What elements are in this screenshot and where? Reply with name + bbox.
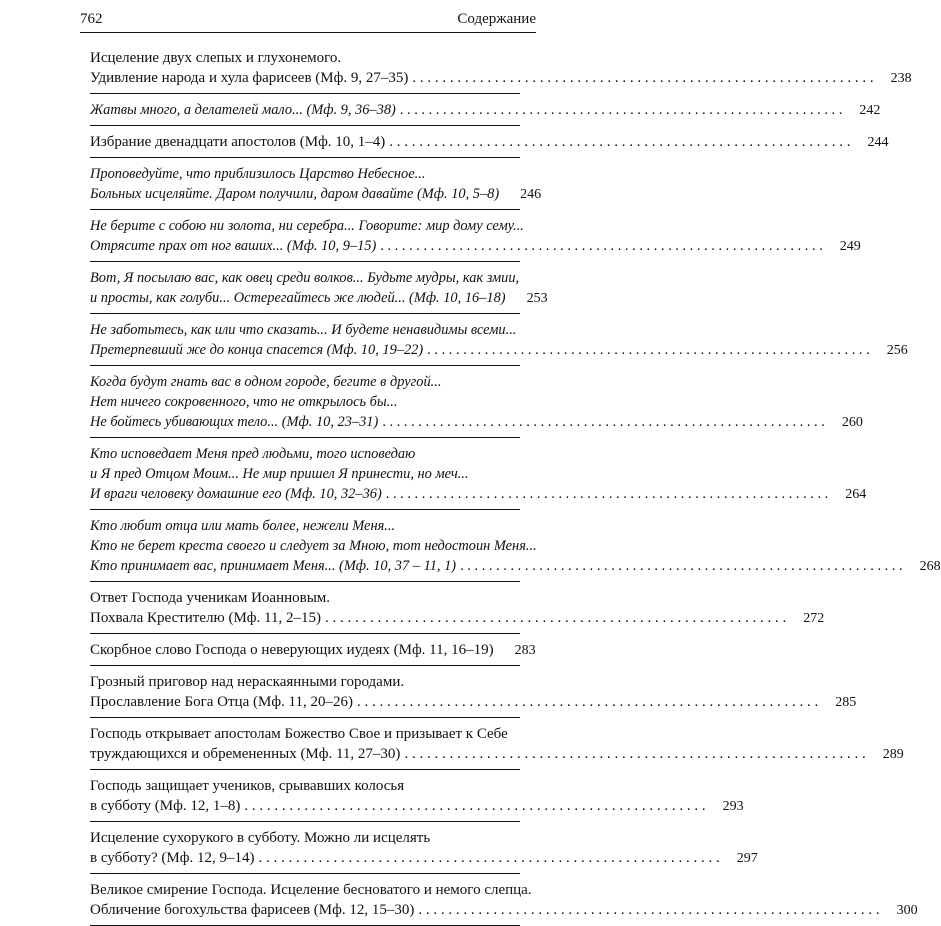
toc-entry [90,874,918,926]
toc-page-number: 268 [919,559,941,574]
toc-entry-line: Исцеление сухорукого в субботу. Можно ли исцелять [90,830,431,846]
toc-page-number: 256 [886,343,908,358]
dot-leader [380,236,823,256]
toc-entry-line [90,288,548,309]
toc-entry-line: Кто исповедает Меня пред людьми, того исповедаю [90,446,416,462]
toc-entry [90,94,881,126]
dot-leader [258,848,719,868]
toc-entry-line: Великое смирение Господа. Исцеление бесноватого и немого слепца. [90,882,532,898]
toc-page-number: 297 [736,851,758,866]
toc-entry-text: Похвала Крестителю (Мф. 11, 2–15) [90,610,321,626]
dot-leader [325,608,786,628]
toc-page-number: 246 [520,187,542,202]
toc-entry-text: Избрание двенадцати апостолов (Мф. 10, 1–4) [90,134,386,150]
toc-entry-line: Не заботьтесь, как или что сказать... И будете ненавидимы всеми... [90,322,517,338]
toc-entry [90,158,542,210]
toc-entry [90,438,867,510]
toc-entry-text: в субботу (Мф. 12, 1–8) [90,798,241,814]
toc-page-number: 264 [845,487,867,502]
toc-entry-line: Кто не берет креста своего и следует за Мною, тот недостоин Меня... [90,538,537,554]
toc-entry-text: Кто принимает вас, принимает Меня... (Мф. 10, 37 – 11, 1) [90,558,457,574]
toc-entry-line: Нет ничего сокровенного, что не открылось бы... [90,394,398,410]
toc-entry-line: Когда будут гнать вас в одном городе, бегите в другой... [90,374,442,390]
toc-entry-line [90,640,536,661]
toc-entry-line: Ответ Господа ученикам Иоанновым. [90,590,331,606]
toc-page-number: 260 [841,415,863,430]
toc-entry [90,822,758,874]
toc-page-number: 285 [835,695,857,710]
toc-entry-line [90,484,867,505]
toc-entry-line [90,900,918,921]
toc-entry [90,582,825,634]
dot-leader [404,744,865,764]
table-of-contents [90,44,941,926]
toc-page-number: 300 [896,903,918,918]
toc-entry-text: Прославление Бога Отца (Мф. 11, 20–26) [90,694,353,710]
toc-entry-line: и Я пред Отцом Моим... Не мир пришел Я принести, но меч... [90,466,469,482]
toc-entry-text: Жатвы много, а делателей мало... (Мф. 9, 36–38) [90,102,396,118]
page-number: 762 [80,11,103,27]
dot-leader [389,132,850,152]
toc-entry-text: Обличение богохульства фарисеев (Мф. 12, 15–30) [90,902,415,918]
dot-leader [412,68,873,88]
toc-entry [90,314,908,366]
toc-entry-line [90,744,904,765]
toc-entry [90,366,863,438]
toc-entry-line: Не берите с собою ни золота, ни серебра... Говорите: мир дому сему... [90,218,524,234]
toc-entry-line [90,608,825,629]
toc-entry-line [90,68,912,89]
toc-entry-line [90,184,542,205]
toc-entry-text: Отрясите прах от ног ваших... (Мф. 10, 9–15) [90,238,377,254]
toc-entry-text: труждающихся и обремененных (Мф. 11, 27–30) [90,746,401,762]
dot-leader [244,796,705,816]
running-title: Содержание [457,11,536,27]
toc-entry-line [90,412,863,433]
toc-entry [90,44,912,94]
toc-entry-line [90,100,881,121]
toc-page-number: 283 [514,643,536,658]
toc-entry [90,770,744,822]
dot-leader [427,340,870,360]
dot-leader [357,692,818,712]
toc-page-number: 249 [839,239,861,254]
dot-leader [418,900,879,920]
toc-entry [90,666,857,718]
toc-entry [90,510,941,582]
dot-leader [382,412,825,432]
toc-entry-text: и просты, как голуби... Остерегайтесь же людей... (Мф. 10, 16–18) [90,290,506,306]
toc-entry-line [90,692,857,713]
page-header [80,6,536,33]
toc-page-number: 253 [526,291,548,306]
toc-entry-line [90,556,941,577]
toc-entry [90,262,548,314]
toc-page-number: 238 [890,71,912,86]
toc-entry-line: Господь открывает апостолам Божество Свое и призывает к Себе [90,726,508,742]
toc-entry-line [90,340,908,361]
toc-entry-line: Господь защищает учеников, срывавших колосья [90,778,405,794]
dot-leader [400,100,843,120]
toc-entry-line [90,132,889,153]
toc-entry-text: Не бойтесь убивающих тело... (Мф. 10, 23–31) [90,414,379,430]
toc-entry [90,718,904,770]
toc-entry-line [90,236,861,257]
toc-entry [90,634,536,666]
toc-page-number: 242 [859,103,881,118]
toc-entry [90,126,889,158]
dot-leader [460,556,903,576]
toc-page-number: 289 [882,747,904,762]
toc-entry [90,210,861,262]
toc-entry-text: Претерпевший же до конца спасется (Мф. 10, 19–22) [90,342,424,358]
toc-entry-line: Исцеление двух слепых и глухонемого. [90,50,342,66]
toc-entry-line: Проповедуйте, что приблизилось Царство Небесное... [90,166,426,182]
toc-entry-text: Скорбное слово Господа о неверующих иудеях (Мф. 11, 16–19) [90,642,494,658]
toc-entry-text: в субботу? (Мф. 12, 9–14) [90,850,255,866]
toc-page-number: 293 [722,799,744,814]
dot-leader [386,484,829,504]
toc-entry-line: Вот, Я посылаю вас, как овец среди волков... Будьте мудры, как змии, [90,270,520,286]
toc-entry-line [90,796,744,817]
toc-entry-text: И враги человеку домашние его (Мф. 10, 32–36) [90,486,382,502]
toc-entry-line: Грозный приговор над нераскаянными городами. [90,674,405,690]
toc-entry-line: Кто любит отца или мать более, нежели Меня... [90,518,396,534]
toc-entry-line [90,848,758,869]
toc-page-number: 272 [803,611,825,626]
toc-entry-text: Удивление народа и хула фарисеев (Мф. 9, 27–35) [90,70,409,86]
toc-page-number: 244 [867,135,889,150]
toc-entry-text: Больных исцеляйте. Даром получили, даром давайте (Мф. 10, 5–8) [90,186,500,202]
